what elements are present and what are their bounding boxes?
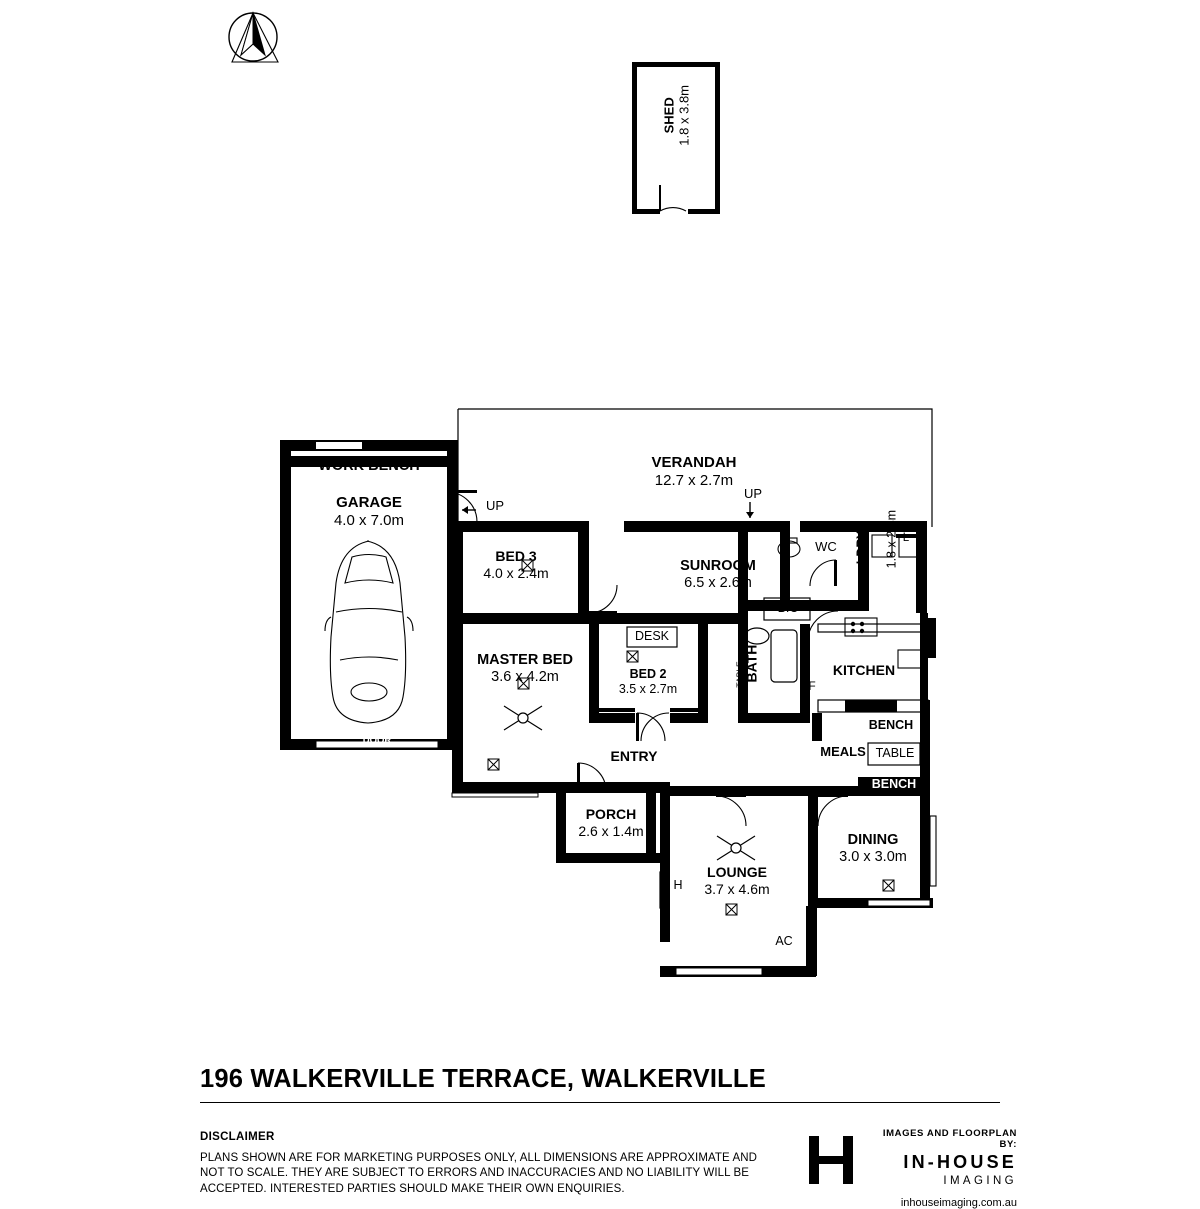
label-ldry-dim: 1.8 x 2.4m [884, 510, 899, 569]
room-label-bed3: BED 3 4.0 x 2.4m [483, 548, 549, 581]
label-table-vert: TABLE [734, 661, 745, 688]
label-ac: AC [775, 934, 793, 948]
room-label-entry: ENTRY [610, 748, 658, 764]
room-label-lounge: LOUNGE 3.7 x 4.6m [704, 864, 770, 897]
title-block [200, 1065, 1000, 1103]
room-label-kitchen: KITCHEN [832, 662, 896, 678]
room-label-master-bed: MASTER BED 3.6 x 4.2m [477, 652, 573, 686]
label-table: TABLE [875, 746, 915, 760]
title-divider [200, 1102, 1000, 1103]
logo-url[interactable]: inhouseimaging.com.au [900, 1197, 1017, 1209]
label-bed-right: BED [696, 641, 711, 668]
label-bed-left: BED [587, 641, 602, 668]
room-label-dining: DINING 3.0 x 3.0m [839, 832, 907, 866]
room-label-bed2: BED 2 3.5 x 2.7m [618, 667, 678, 696]
room-label-shed: SHED 1.8 x 3.8m [661, 84, 692, 146]
label-h: H [673, 878, 683, 892]
disclaimer-heading: DISCLAIMER [200, 1131, 275, 1143]
disclaimer-body: PLANS SHOWN ARE FOR MARKETING PURPOSES ONLY, ALL DIMENSIONS ARE APPROXIMATE AND NOT TO SCALE. THEY ARE SUBJECT TO ERRORS AND INACCURACIES AND NO LIABILITY WILL BE ACCEPTED. INTERESTED PARTIES SHOULD MAKE THEIR OWN ENQUIRIES. [200, 1151, 758, 1195]
label-desk: DESK [634, 629, 670, 643]
label-up-right: UP [743, 486, 763, 501]
property-address: 196 WALKERVILLE TERRACE, WALKERVILLE [200, 1065, 766, 1093]
logo-name-second: IMAGING [943, 1175, 1017, 1187]
label-bir-left: BIR [602, 712, 623, 726]
logo-credit: IMAGES AND FLOORPLAN BY: [882, 1128, 1017, 1150]
room-label-meals: MEALS [820, 744, 866, 759]
label-bir-right: BIR [679, 712, 700, 726]
compass-rose [229, 13, 278, 62]
room-label-verandah: VERANDAH 12.7 x 2.7m [651, 454, 737, 489]
label-wc: WC [815, 539, 837, 554]
inhouse-h-logo-icon [805, 1134, 857, 1186]
logo-block [805, 1128, 1035, 1209]
label-bic: BIC [777, 601, 799, 615]
logo-name: IN-HOUSE [903, 1152, 1017, 1172]
label-fridge: F [808, 679, 816, 693]
label-bench-bottom: BENCH [871, 777, 917, 791]
room-label-ldry: LDRY [854, 530, 869, 565]
label-work-bench: WORK BENCH [318, 458, 420, 474]
garage-outline [280, 440, 477, 750]
room-label-sunroom: SUNROOM 6.5 x 2.6m [680, 558, 756, 592]
label-garage-door: DOOR [362, 735, 392, 746]
disclaimer-block [200, 1130, 760, 1197]
label-l: L [902, 532, 910, 544]
label-up-left: UP [485, 498, 505, 513]
label-bench-top: BENCH [868, 718, 914, 732]
room-label-garage: GARAGE 4.0 x 7.0m [333, 494, 405, 529]
room-label-bath: BATH [743, 644, 760, 683]
room-label-porch: PORCH 2.6 x 1.4m [578, 806, 644, 839]
